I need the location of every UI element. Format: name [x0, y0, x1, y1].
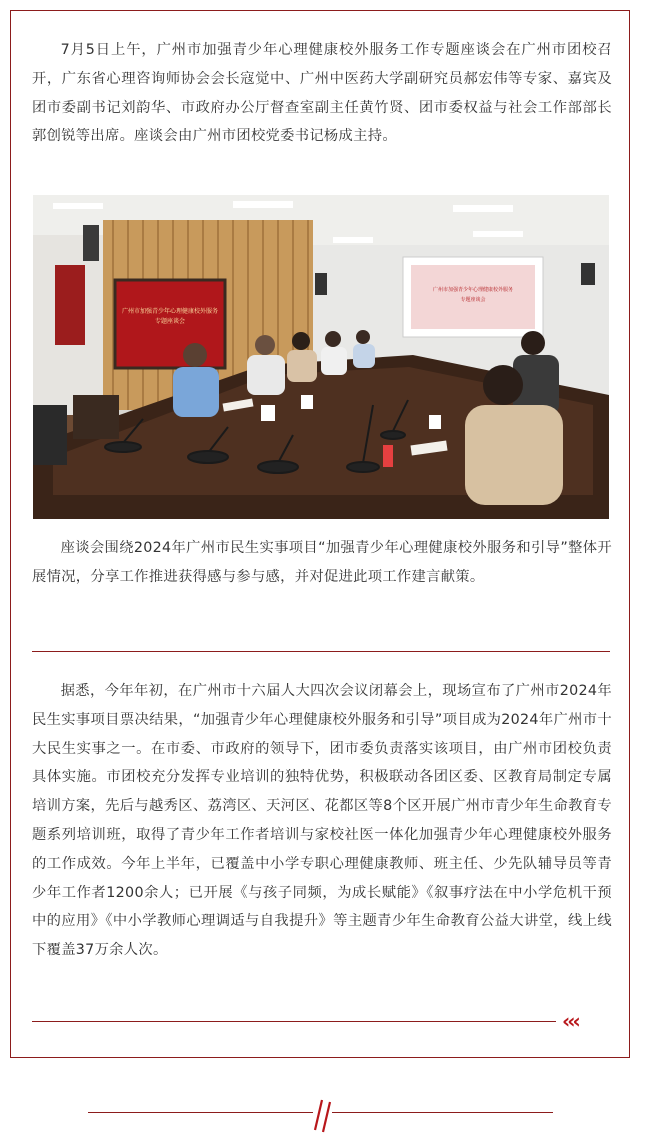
- discussion-paragraph: 座谈会围绕2024年广州市民生实事项目“加强青少年心理健康校外服务和引导”整体开展情况，分享工作推进获得感与参与感，并对促进此项工作建言献策。: [32, 540, 612, 585]
- chevron-left-icon: ‹‹‹: [562, 1009, 578, 1033]
- bottom-divider: [32, 1021, 556, 1022]
- intro-paragraph: 7月5日上午，广州市加强青少年心理健康校外服务工作专题座谈会在广州市团校召开，广东省心理咨询师协会会长寇觉中、广州中医药大学副研究员郝宏伟等专家、嘉宾及团市委副书记刘韵华、市政府办公厅督查室副主任黄竹贤、团市委权益与社会工作部部长郭创锐等出席。座谈会由广州市团校党委书记杨成主持。: [32, 42, 612, 145]
- meeting-photo: [33, 195, 609, 519]
- section-divider: [32, 651, 610, 652]
- right-screen-text: 广州市加强青少年心理健康校外服务: [432, 287, 514, 293]
- background-paragraph: 据悉，今年年初，在广州市十六届人大四次会议闭幕会上，现场宣布了广州市2024年民生实事项目票决结果，“加强青少年心理健康校外服务和引导”项目成为2024年广州市十大民生实事之一。在市委、市政府的领导下，团市委负责落实该项目，由广州市团校负责具体实施。市团校充分发挥专业培训的独特优势，积极联动各团区委、区教育局制定专属培训方案，先后与越秀区、荔湾区、天河区、花都区等8个区开展广州市青少年生命教育专题系列培训班，取得了青少年工作者培训与家校社医一体化加强青少年心理健康校外服务的工作成效。今年上半年，已覆盖中小学专职心理健康教师、班主任、少先队辅导员等青少年工作者1200余人；已开展《与孩子同频，为成长赋能》《叙事疗法在中小学危机干预中的应用》《中小学教师心理调适与自我提升》等主题青少年生命教育公益大讲堂，线上线下覆盖37万余人次。: [32, 683, 612, 959]
- footer-line-left: [88, 1112, 313, 1113]
- slash-ornament-icon: [310, 1098, 336, 1134]
- right-screen-subtext: 专题座谈会: [460, 297, 486, 303]
- left-screen-subtext: 专题座谈会: [154, 318, 186, 325]
- left-screen-text: 广州市加强青少年心理健康校外服务: [121, 308, 219, 315]
- footer-line-right: [332, 1112, 553, 1113]
